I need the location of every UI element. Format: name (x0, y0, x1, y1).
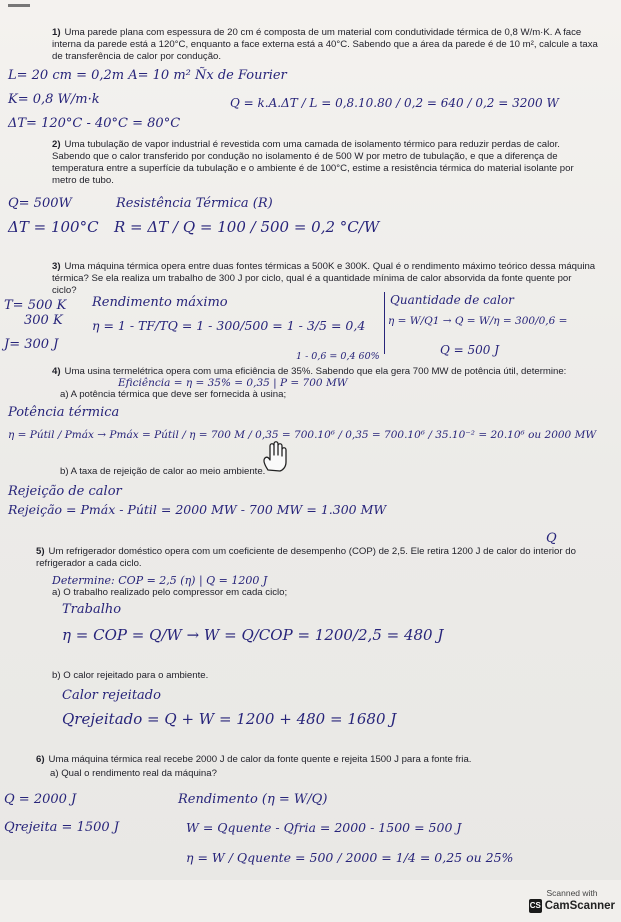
q2-given-2: ΔT = 100°C (8, 218, 99, 236)
question-1-text: Uma parede plana com espessura de 20 cm é composta de um material com condutividade térmica de 0,8 W/m·K. A face interna da parede está a 120°C, enquanto a face externa está a 40°C. Sabendo que a área da parede é de 10 m², calcule a taxa de transferência de calor por condução. (52, 27, 598, 62)
question-1 (52, 27, 598, 63)
q1-given-1: L= 20 cm = 0,2m A= 10 m² Ñx de Fourier (8, 68, 287, 83)
q4-part-a: a) A potência térmica que deve ser fornecida à usina; (60, 389, 287, 400)
question-3-number: 3) (52, 261, 61, 272)
question-2-text: Uma tubulação de vapor industrial é revestida com uma camada de isolamento térmico para reduzir perdas de calor. Sabendo que o calor transferido por condução no isolamento é de 500 W por metro de tubulação, e que a diferença de temperatura entre a superfície da tubulação e o ambiente é de 100°C, estime a resistência térmica do material isolante por metro de tubo. (52, 139, 574, 186)
question-6-text: Uma máquina térmica real recebe 2000 J de calor da fonte quente e rejeita 1500 J para a fonte fria. (48, 754, 472, 765)
question-5-text: Um refrigerador doméstico opera com um coeficiente de desempenho (COP) de 2,5. Ele retira 1200 J de calor do interior do refrigerador a cada ciclo. (36, 546, 576, 569)
question-1-number: 1) (52, 27, 61, 38)
question-2-number: 2) (52, 139, 61, 150)
q2-given-1: Q= 500W (8, 196, 72, 211)
watermark-caption: Scanned with (546, 888, 598, 898)
q4-b-equation: Rejeição = Pmáx - Pútil = 2000 MW - 700 MW = 1.300 MW (8, 502, 387, 517)
q6-part-a: a) Qual o rendimento real da máquina? (50, 768, 217, 779)
camscanner-watermark (529, 888, 615, 918)
q4-b-heading: Rejeição de calor (8, 484, 122, 499)
q6-heading: Rendimento (η = W/Q) (178, 792, 328, 807)
watermark-name: CamScanner (544, 900, 615, 912)
q2-heading: Resistência Térmica (R) (116, 196, 273, 211)
q3-heading-1: Rendimento máximo (92, 295, 228, 310)
q3-check: 1 - 0,6 = 0,4 60% (296, 351, 380, 362)
q3-given-2: 300 K (24, 313, 63, 328)
question-6 (36, 754, 598, 766)
q4-a-heading: Potência térmica (8, 405, 120, 420)
q4-a-equation: η = Pútil / Pmáx → Pmáx = Pútil / η = 700 M / 0,35 = 700.10⁶ / 0,35 = 700.10⁶ / 35.10⁻² = 20.10⁶ ou 2000 MW (8, 429, 597, 441)
question-6-number: 6) (36, 754, 45, 765)
question-3-text: Uma máquina térmica opera entre duas fontes térmicas a 500K e 300K. Qual é o rendimento máximo teórico dessa máquina térmica? Se ela realiza um trabalho de 300 J por ciclo, qual é a quantidade mínima de calor absorvida da fonte quente por ciclo? (52, 261, 596, 296)
q3-equation-1: η = 1 - TF/TQ = 1 - 300/500 = 1 - 3/5 = 0,4 (92, 318, 366, 333)
watermark-brand (529, 899, 615, 913)
question-4-text: Uma usina termelétrica opera com uma eficiência de 35%. Sabendo que ela gera 700 MW de potência útil, determine: (64, 366, 567, 377)
q6-equation-1: W = Qquente - Qfria = 2000 - 1500 = 500 J (186, 820, 462, 835)
q4-given: Eficiência = η = 35% = 0,35 | P = 700 MW (118, 377, 348, 389)
q5-b-equation: Qrejeitado = Q + W = 1200 + 480 = 1680 J (62, 710, 397, 728)
q6-equation-2: η = W / Qquente = 500 / 2000 = 1/4 = 0,25 ou 25% (186, 850, 514, 865)
q5-margin-note: Q (546, 531, 557, 546)
q1-given-2: K= 0,8 W/m·k (8, 92, 100, 107)
q6-given-2: Qrejeita = 1500 J (4, 820, 120, 835)
q5-part-b: b) O calor rejeitado para o ambiente. (52, 670, 209, 681)
camscanner-logo-icon: CS (529, 899, 542, 913)
q5-part-a: a) O trabalho realizado pelo compressor em cada ciclo; (52, 587, 288, 598)
q1-solution: Q = k.A.ΔT / L = 0,8.10.80 / 0,2 = 640 / 0,2 = 3200 W (230, 96, 559, 110)
q5-given: Determine: COP = 2,5 (η) | Q = 1200 J (52, 574, 268, 587)
q5-b-heading: Calor rejeitado (62, 688, 161, 703)
q3-divider (384, 292, 385, 354)
question-5-number: 5) (36, 546, 45, 557)
q3-given-3: J= 300 J (4, 337, 59, 352)
question-4-number: 4) (52, 366, 61, 377)
q5-a-heading: Trabalho (62, 602, 122, 617)
hand-cursor-icon (258, 440, 292, 474)
q3-given-1: T= 500 K (4, 298, 67, 313)
q1-given-3: ΔT= 120°C - 40°C = 80°C (8, 116, 181, 131)
question-3 (52, 261, 598, 297)
q6-given-1: Q = 2000 J (4, 792, 77, 807)
q3-result-2: Q = 500 J (440, 343, 500, 357)
page-corner-mark (8, 4, 30, 7)
q3-equation-2: η = W/Q1 → Q = W/η = 300/0,6 = (388, 315, 568, 327)
q2-solution: R = ΔT / Q = 100 / 500 = 0,2 °C/W (114, 218, 380, 236)
q4-part-b: b) A taxa de rejeição de calor ao meio ambiente. (60, 466, 266, 477)
q3-heading-2: Quantidade de calor (390, 293, 514, 307)
question-2 (52, 139, 598, 187)
question-5 (36, 546, 598, 570)
q5-a-equation: η = COP = Q/W → W = Q/COP = 1200/2,5 = 480 J (62, 626, 444, 644)
